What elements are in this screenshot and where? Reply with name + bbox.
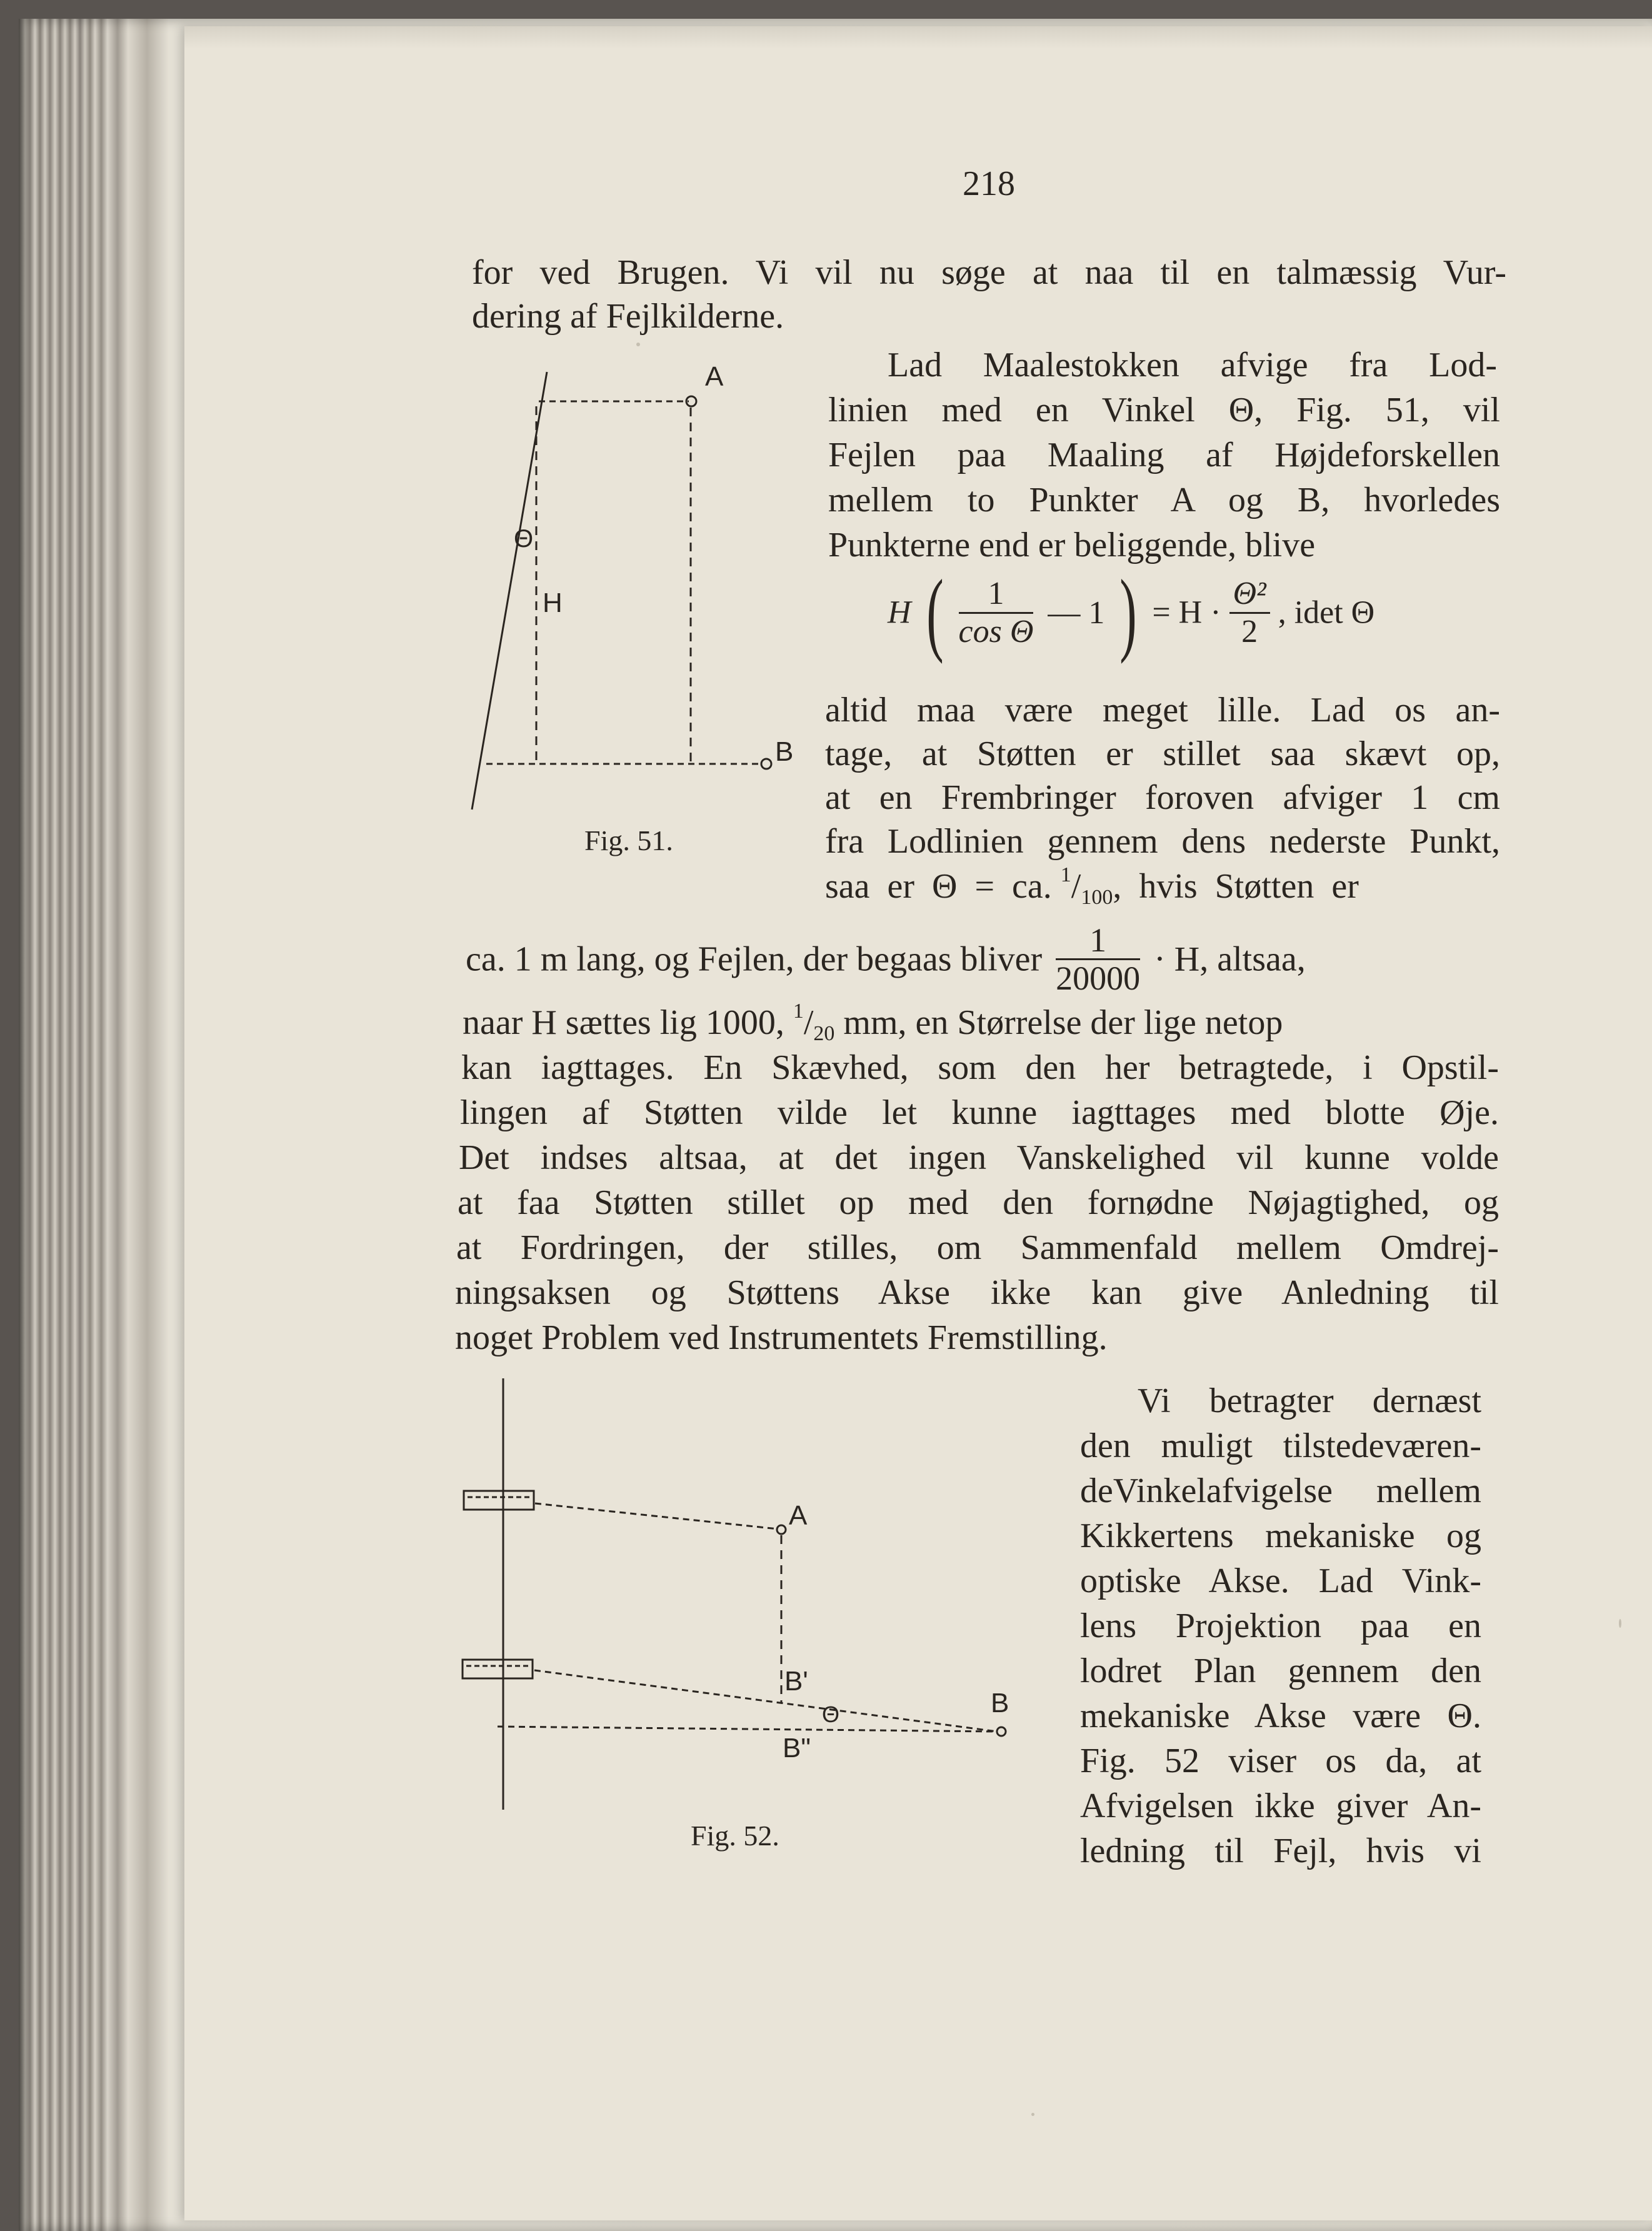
fig52-label-b-double-prime: B" [783, 1733, 811, 1763]
text-line: mellem to Punkter A og B, hvorledes [828, 481, 1500, 519]
fig51-label-theta: Θ [514, 525, 534, 553]
text-line: linien med en Vinkel Θ, Fig. 51, vil [828, 391, 1500, 429]
text-line: lodret Plan gennem den [1080, 1652, 1481, 1690]
fig52-label-b-prime: B' [784, 1666, 808, 1697]
text-line: altid maa være meget lille. Lad os an- [825, 691, 1500, 729]
fig51-label-h: H [543, 588, 563, 618]
text-line: at faa Støtten stillet op med den fornødne Nøjagtighed, og [458, 1183, 1499, 1222]
formula-two: 2 [1241, 613, 1258, 649]
text-line: Punkterne end er beliggende, blive [828, 526, 1316, 564]
fig52-line-to-a [535, 1503, 778, 1529]
para2-last-prefix: saa er Θ = ca. [825, 867, 1061, 906]
page-number: 218 [963, 164, 1015, 203]
figure-52-lines [463, 1378, 1006, 1810]
formula-minus-one: — 1 [1048, 594, 1105, 631]
text-line: mekaniske Akse være Θ. [1080, 1697, 1481, 1735]
formula-paren-open: ( [926, 561, 944, 664]
paper-speck [1619, 1619, 1621, 1628]
formula-equals: = H · [1152, 594, 1221, 631]
text-line: kan iagttages. En Skævhed, som den her betragtede, i Opstil- [461, 1048, 1499, 1087]
text-line: fra Lodlinien gennem dens nederste Punkt, [825, 822, 1500, 861]
text-line: deVinkelafvigelse mellem [1080, 1471, 1481, 1510]
text-line: Fejlen paa Maaling af Højdeforskellen [828, 436, 1500, 474]
text-line: noget Problem ved Instrumentets Fremstilling. [455, 1318, 1108, 1357]
fig52-horizontal-base [498, 1727, 997, 1732]
full-line2-frac-num: 1 [793, 1000, 804, 1023]
text-line: at Fordringen, der stilles, om Sammenfald mellem Omdrej- [456, 1228, 1499, 1267]
paper-speck [1031, 2113, 1034, 2116]
para2-frac-num: 1 [1060, 863, 1071, 886]
formula-theta-sq: Θ² [1229, 576, 1270, 614]
full-line1-prefix: ca. 1 m lang, og Fejlen, der begaas bliver [466, 940, 1043, 979]
fig52-label-b: B [991, 1688, 1009, 1718]
formula-fraction-den: cos Θ [958, 613, 1034, 649]
text-line: den muligt tilstedeværen- [1080, 1426, 1481, 1465]
formula-H: H [888, 594, 911, 631]
text-line: saa er Θ = ca. $^1$/100, hvis Støtten er [825, 863, 1359, 909]
text-line: Det indses altsaa, at det ingen Vanskelighed vil kunne volde [459, 1138, 1499, 1177]
full-line1-suffix: · H, altsaa, [1154, 940, 1306, 979]
fig52-label-theta: Θ [822, 1702, 840, 1727]
text-line: naar H sættes lig 1000, $^1$/20 mm, en Størrelse der lige netop [463, 1000, 1283, 1045]
fig51-label-b: B [775, 736, 794, 767]
text-line: ledning til Fejl, hvis vi [1080, 1832, 1481, 1870]
text-line: ningsaksen og Støttens Akse ikke kan give Anledning til [455, 1273, 1499, 1312]
text-line: lingen af Støtten vilde let kunne iagttages med blotte Øje. [460, 1093, 1499, 1132]
fig52-line-to-b [534, 1670, 997, 1732]
fig51-label-a: A [705, 361, 724, 392]
text-line: dering af Fejlkilderne. [472, 297, 784, 336]
text-line: at en Frembringer foroven afviger 1 cm [825, 778, 1500, 817]
fig52-caption: Fig. 52. [691, 1820, 779, 1852]
fig51-caption: Fig. 51. [584, 825, 673, 856]
text-line: optiske Akse. Lad Vink- [1080, 1562, 1481, 1600]
text-line: Kikkertens mekaniske og [1080, 1517, 1481, 1555]
para2-frac-den: 100 [1081, 886, 1113, 909]
fig52-point-b [997, 1727, 1006, 1736]
text-line: Lad Maalestokken afvige fra Lod- [888, 346, 1497, 384]
formula-tail: , idet Θ [1278, 594, 1375, 631]
text-line: Vi betragter dernæst [1138, 1381, 1481, 1420]
text-line: Fig. 52 viser os da, at [1080, 1742, 1481, 1780]
formula-paren-close: ) [1119, 561, 1138, 664]
formula-fraction-num: 1 [959, 576, 1034, 614]
fig52-top-tube [464, 1491, 534, 1510]
full-line2-prefix: naar H sættes lig 1000, [463, 1003, 793, 1042]
text-line: tage, at Støtten er stillet saa skævt op, [825, 734, 1500, 773]
text-line: lens Projektion paa en [1080, 1607, 1481, 1645]
fig52-bottom-tube [463, 1660, 533, 1678]
text-line: for ved Brugen. Vi vil nu søge at naa til en talmæssig Vur- [472, 253, 1506, 292]
full-line2-frac-den: 20 [813, 1022, 835, 1045]
para2-last-suffix: , hvis Støtten er [1113, 867, 1359, 906]
text-line: Afvigelsen ikke giver An- [1080, 1787, 1481, 1825]
full-line1-frac-num: 1 [1056, 922, 1140, 960]
full-line1-frac-den: 20000 [1056, 960, 1141, 997]
full-line2-suffix: mm, en Størrelse der lige netop [834, 1003, 1283, 1042]
fig52-point-a [777, 1525, 786, 1534]
paper-speck [636, 343, 640, 346]
fig52-label-a: A [789, 1500, 808, 1531]
